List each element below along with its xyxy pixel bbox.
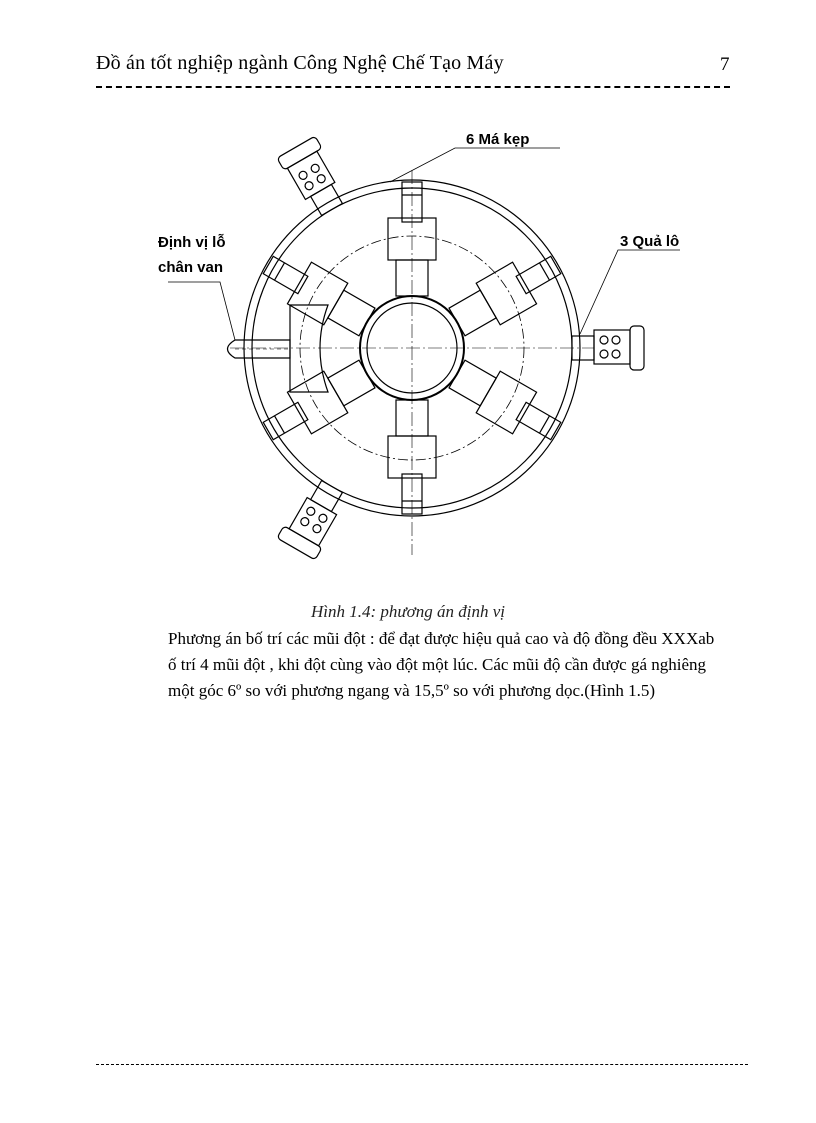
footer-divider bbox=[96, 1064, 748, 1065]
clamping-jaw bbox=[445, 244, 568, 343]
body-line: một góc 6º so với phương ngang và 15,5º so với phương dọc.(Hình 1.5) bbox=[168, 681, 656, 700]
figure-caption: Hình 1.4: phương án định vị bbox=[311, 602, 505, 621]
leader-rollers bbox=[580, 250, 680, 334]
fixture-drawing-svg bbox=[140, 100, 680, 600]
clamping-jaw bbox=[445, 353, 568, 452]
label-rollers: 3 Quả lô bbox=[620, 233, 680, 250]
roller-assembly bbox=[277, 136, 351, 220]
header-divider bbox=[96, 86, 730, 88]
body-paragraph bbox=[168, 626, 788, 704]
roller-assembly bbox=[277, 476, 351, 560]
label-locator-line1: Định vị lỗ bbox=[158, 234, 226, 251]
clamping-jaw bbox=[256, 244, 379, 343]
label-locator-line2: chân van bbox=[158, 259, 224, 276]
page-number: 7 bbox=[720, 54, 730, 75]
leader-locator bbox=[168, 282, 235, 340]
clamping-jaw bbox=[256, 353, 379, 452]
leader-jaws bbox=[390, 148, 560, 182]
body-line: ố trí 4 mũi đột , khi đột cùng vào đột một lúc. Các mũi độ cần được gá nghiêng bbox=[168, 655, 707, 674]
label-jaws: 6 Má kẹp bbox=[466, 131, 530, 148]
body-line: Phương án bố trí các mũi đột : để đạt được hiệu quả cao và độ đồng đều XXXab bbox=[168, 629, 715, 648]
fixture-drawing bbox=[140, 100, 680, 600]
header-title: Đồ án tốt nghiệp ngành Công Nghệ Chế Tạo Máy bbox=[96, 52, 504, 74]
